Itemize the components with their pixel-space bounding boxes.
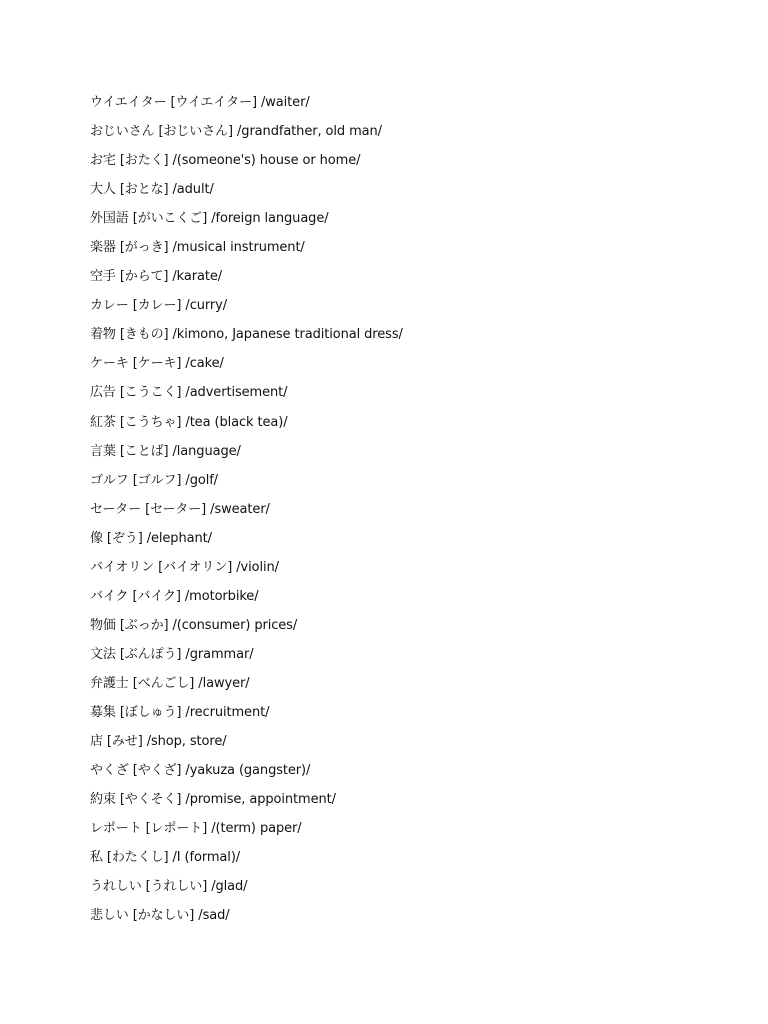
vocabulary-entry: 着物 [きもの] /kimono, Japanese traditional dress/ bbox=[90, 327, 403, 343]
vocabulary-entry: カレー [カレー] /curry/ bbox=[90, 298, 228, 314]
vocabulary-entry: 約束 [やくそく] /promise, appointment/ bbox=[90, 792, 336, 808]
vocabulary-entry: ケーキ [ケーキ] /cake/ bbox=[90, 356, 224, 372]
vocabulary-entry: お宅 [おたく] /(someone's) house or home/ bbox=[90, 153, 361, 169]
vocabulary-entry: 私 [わたくし] /I (formal)/ bbox=[90, 850, 241, 866]
vocabulary-entry: 言葉 [ことば] /language/ bbox=[90, 443, 241, 459]
vocabulary-entry: 外国語 [がいこくご] /foreign language/ bbox=[90, 211, 329, 227]
vocabulary-entry: 悲しい [かなしい] /sad/ bbox=[90, 908, 230, 924]
vocabulary-entry: 大人 [おとな] /adult/ bbox=[90, 182, 214, 198]
vocabulary-entry: 店 [みせ] /shop, store/ bbox=[90, 734, 227, 750]
vocabulary-entry: レポート [レポート] /(term) paper/ bbox=[90, 821, 302, 837]
vocabulary-entry: 楽器 [がっき] /musical instrument/ bbox=[90, 240, 305, 256]
vocabulary-entry: 紅茶 [こうちゃ] /tea (black tea)/ bbox=[90, 414, 288, 430]
vocabulary-entry: 広告 [こうこく] /advertisement/ bbox=[90, 385, 288, 401]
vocabulary-entry: 空手 [からて] /karate/ bbox=[90, 269, 223, 285]
vocabulary-entry: バイオリン [バイオリン] /violin/ bbox=[90, 559, 279, 575]
vocabulary-entry: おじいさん [おじいさん] /grandfather, old man/ bbox=[90, 124, 382, 140]
vocabulary-entry: 弁護士 [べんごし] /lawyer/ bbox=[90, 675, 250, 691]
vocabulary-entry: セーター [セーター] /sweater/ bbox=[90, 501, 270, 517]
vocabulary-entry: 像 [ぞう] /elephant/ bbox=[90, 530, 212, 546]
vocabulary-entry: 募集 [ぼしゅう] /recruitment/ bbox=[90, 704, 270, 720]
vocabulary-entry: うれしい [うれしい] /glad/ bbox=[90, 879, 248, 895]
vocabulary-entry: バイク [バイク] /motorbike/ bbox=[90, 588, 259, 604]
vocabulary-entry: 文法 [ぶんぽう] /grammar/ bbox=[90, 646, 254, 662]
vocabulary-list bbox=[90, 88, 730, 930]
vocabulary-entry: ウイエイター [ウイエイター] /waiter/ bbox=[90, 95, 310, 110]
vocabulary-entry: 物価 [ぶっか] /(consumer) prices/ bbox=[90, 617, 298, 633]
vocabulary-entry: やくざ [やくざ] /yakuza (gangster)/ bbox=[90, 763, 311, 779]
vocabulary-entry: ゴルフ [ゴルフ] /golf/ bbox=[90, 472, 218, 488]
